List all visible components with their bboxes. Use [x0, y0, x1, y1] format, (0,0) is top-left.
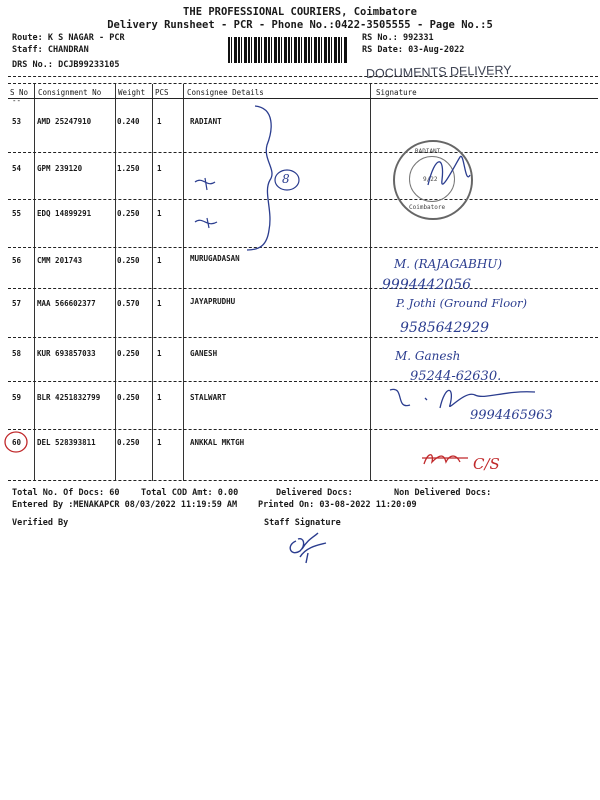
- col-divider: [370, 84, 371, 481]
- handwritten-count-note: 8: [282, 172, 290, 186]
- row-consignment: GPM 239120: [37, 164, 83, 173]
- row-pcs: 1: [157, 117, 162, 126]
- row-pcs: 1: [157, 209, 162, 218]
- col-s-no: S No: [10, 88, 29, 97]
- row-divider: [8, 429, 598, 430]
- signature-57-phone: 9585642929: [400, 320, 490, 336]
- row-consignee: MURUGADASAN: [190, 254, 240, 263]
- row-pcs: 1: [157, 299, 162, 308]
- col-divider: [183, 84, 184, 481]
- rs-no-value: 992331: [402, 33, 434, 43]
- row-s-no: 59: [12, 393, 22, 402]
- drs-label: DRS No.:: [12, 60, 53, 70]
- row-pcs: 1: [157, 256, 162, 265]
- header-divider: [8, 76, 598, 77]
- rs-date-value: 03-Aug-2022: [408, 45, 465, 55]
- col-divider: [115, 84, 116, 481]
- col-weight: Weight: [118, 88, 146, 97]
- row-weight: 0.250: [117, 393, 140, 402]
- non-delivered-docs: Non Delivered Docs:: [394, 488, 492, 498]
- company-title: THE PROFESSIONAL COURIERS, Coimbatore: [183, 6, 417, 18]
- rs-no-label: RS No.:: [362, 33, 398, 43]
- seal-signature-scribble: [420, 145, 480, 205]
- col-pcs: PCS: [155, 88, 169, 97]
- row-s-no: 53: [12, 117, 22, 126]
- row-consignee: JAYAPRUDHU: [190, 297, 236, 306]
- total-cod: Total COD Amt: 0.00: [141, 488, 239, 498]
- col-divider: [152, 84, 153, 481]
- row-consignment: MAA 566602377: [37, 299, 96, 308]
- row-weight: 0.250: [117, 349, 140, 358]
- signature-57-name: P. Jothi (Ground Floor): [396, 296, 528, 310]
- rs-date-line: [362, 45, 464, 55]
- printed-on: Printed On: 03-08-2022 11:20:09: [258, 500, 417, 510]
- row-consignee: ANKKAL MKTGH: [190, 438, 245, 447]
- delivered-docs: Delivered Docs:: [276, 488, 353, 498]
- row-weight: 0.250: [117, 256, 140, 265]
- rs-no-line: [362, 33, 434, 43]
- staff-value: CHANDRAN: [47, 45, 89, 55]
- delivery-note-cs: C/S: [473, 455, 500, 473]
- seal-middle-text: 9/22: [423, 176, 438, 183]
- row-pcs: 1: [157, 349, 162, 358]
- staff-line: [12, 45, 89, 55]
- staff-label: Staff:: [12, 45, 43, 55]
- row-consignment: DEL 528393811: [37, 438, 96, 447]
- signature-59-phone: 9994465963: [470, 408, 553, 423]
- row-divider: [8, 480, 598, 481]
- row-s-no: 54: [12, 164, 22, 173]
- barcode-image: [228, 37, 348, 63]
- row-consignee: STALWART: [190, 393, 227, 402]
- signature-58-name: M. Ganesh: [395, 349, 461, 363]
- row-divider: [8, 288, 598, 289]
- seal-top-text: RADIANT: [415, 148, 441, 155]
- row-weight: 1.250: [117, 164, 140, 173]
- row-consignment: EDQ 14899291: [37, 209, 92, 218]
- col-dash: --: [12, 96, 22, 105]
- row-s-no: 58: [12, 349, 22, 358]
- route-label: Route:: [12, 33, 43, 43]
- row-consignee: GANESH: [190, 349, 218, 358]
- drs-line: [12, 60, 120, 70]
- row-divider: [8, 337, 598, 338]
- row-pcs: 1: [157, 393, 162, 402]
- seal-bottom-text: Coimbatore: [409, 204, 446, 211]
- row-weight: 0.570: [117, 299, 140, 308]
- header-underline: [8, 98, 598, 99]
- red-struck-note: [420, 448, 470, 470]
- row-s-no: 55: [12, 209, 22, 218]
- staff-signature-label: Staff Signature: [264, 518, 341, 528]
- verified-by-label: Verified By: [12, 518, 69, 528]
- total-docs: Total No. Of Docs: 60: [12, 488, 120, 498]
- red-circle-mark: [2, 429, 30, 455]
- signature-58-phone: 95244-62630.: [410, 369, 502, 384]
- row-consignee: RADIANT: [190, 117, 222, 126]
- col-consignee: Consignee Details: [187, 88, 264, 97]
- row-consignment: BLR 4251832799: [37, 393, 101, 402]
- rs-date-label: RS Date:: [362, 45, 403, 55]
- row-s-no: 56: [12, 256, 22, 265]
- signature-56-phone: 9994442056: [382, 277, 472, 293]
- row-weight: 0.250: [117, 438, 140, 447]
- row-weight: 0.240: [117, 117, 140, 126]
- header-divider-2: [8, 83, 598, 84]
- col-signature: Signature: [376, 88, 417, 97]
- row-pcs: 1: [157, 438, 162, 447]
- col-divider: [34, 84, 35, 481]
- row-consignment: KUR 693857033: [37, 349, 96, 358]
- col-consignment: Consignment No: [38, 88, 102, 97]
- row-consignment: CMM 201743: [37, 256, 83, 265]
- staff-signature-scribble: [282, 527, 332, 567]
- route-value: K S NAGAR - PCR: [47, 33, 125, 43]
- runsheet-subtitle: Delivery Runsheet - PCR - Phone No.:0422-3505555 - Page No.:5: [107, 19, 493, 31]
- documents-delivery-stamp: DOCUMENTS DELIVERY: [365, 63, 512, 81]
- drs-value: DCJB99233105: [58, 60, 120, 70]
- row-pcs: 1: [157, 164, 162, 173]
- signature-56-name: M. (RAJAGABHU): [394, 257, 503, 271]
- route-line: [12, 33, 125, 43]
- row-weight: 0.250: [117, 209, 140, 218]
- row-s-no: 60: [12, 438, 22, 447]
- row-s-no: 57: [12, 299, 22, 308]
- entered-by: Entered By :MENAKAPCR 08/03/2022 11:19:59 AM: [12, 500, 238, 510]
- row-consignment: AMD 25247910: [37, 117, 92, 126]
